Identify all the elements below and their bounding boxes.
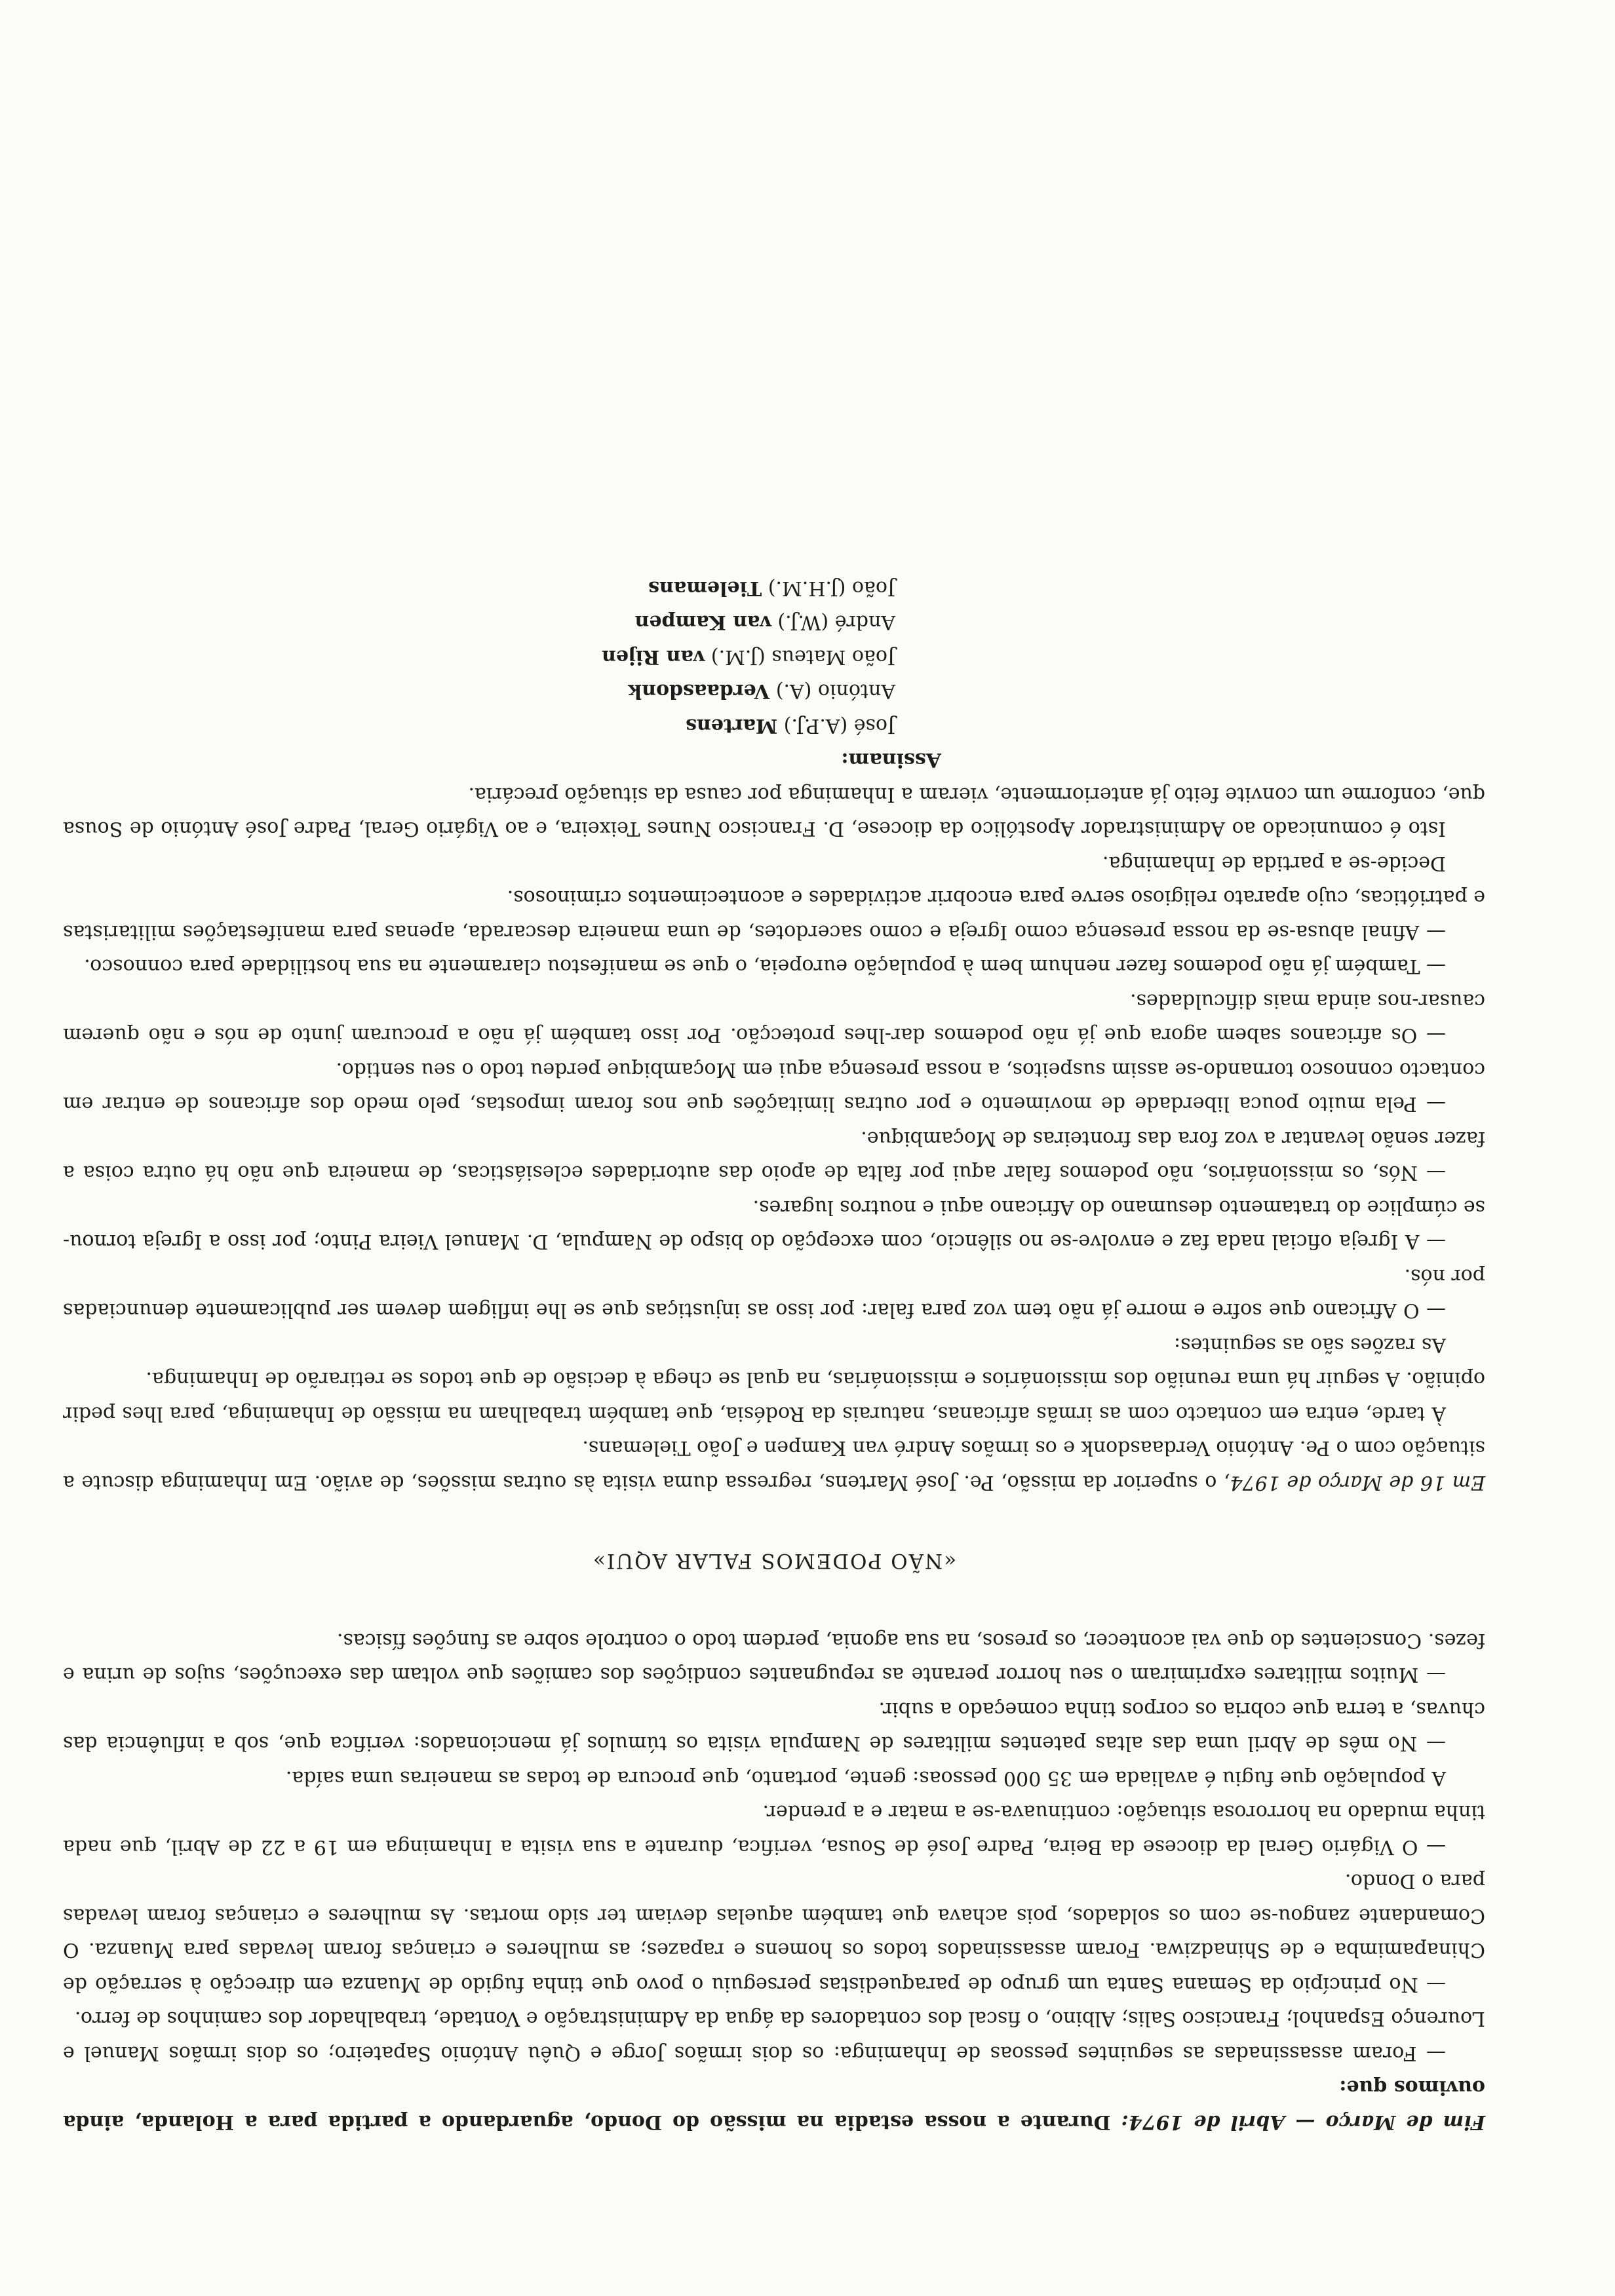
testimony-paragraph: — O Vigário Geral da diocese da Beira, Padre José de Sousa, verifica, durante a sua visita a Inhaminga em 19 a 22 de Abril, que nada tinha mudado na horrorosa situação: continuava-se a matar e a prender. — [63, 1801, 1485, 1858]
signer-list — [63, 571, 1485, 743]
signer-given-name: José — [853, 714, 895, 737]
signer-given-name: André — [834, 611, 895, 634]
reasons-list — [63, 777, 1485, 1431]
section-intro-date: Em 16 de Março de 1974 — [1230, 1471, 1485, 1494]
signer-line — [63, 640, 1485, 674]
reason-paragraph: — Pela muito pouca liberdade de movimento e por outras limitações que nos foram impostas, pelo medo dos africanos de entrar em contacto connosco tornando-se assim suspeitos, a nossa presença aqui em Moçambique perdeu todo o seu sentido. — [63, 1058, 1485, 1116]
reason-paragraph: Isto é comunicado ao Administrador Apostólico da diocese, D. Francisco Nunes Teixeira, e ao Vigário Geral, Padre José António de Sousa que, conforme um convite feito já anteriormente, vieram a Inhaminga por causa da situação precária. — [63, 783, 1485, 841]
reason-paragraph: — O Africano que sofre e morre já não tem voz para falar: por isso as injustiças que se lhe infligem devem ser publicamente denunciadas por nós. — [63, 1265, 1485, 1322]
signer-surname: van Kampen — [634, 611, 771, 634]
signer-surname: Martens — [686, 714, 778, 737]
reason-paragraph: À tarde, entra em contacto com as irmãs africanas, naturais da Rodésia, que também trabalham na missão de Inhaminga, para lhes pedir opinião. A seguir há uma reunião dos missionários e missionárias, na qual se chega à decisão de que todos se retirarão de Inhaminga. — [63, 1368, 1485, 1425]
signature-block — [63, 571, 1485, 777]
signer-line — [63, 571, 1485, 605]
reason-paragraph: — Os africanos sabem agora que já não podemos dar-lhes protecção. Por isso também já não a procuram junto de nós e não querem causar-nos ainda mais dificuldades. — [63, 989, 1485, 1047]
signer-initials: (A.) — [775, 679, 812, 703]
signer-surname: Tielemans — [648, 577, 762, 600]
section-intro-text: , o superior da missão, Pe. José Martens, regressa duma visita às outras missões, de avião. Em Inhaminga discute a situação com o Pe. António Verdaasdonk e os irmãos André van Kampen e João Tielemans. — [63, 1436, 1485, 1494]
reason-paragraph: — Afinal abusa-se da nossa presença como Igreja e como sacerdotes, de uma maneira descarada, apenas para manifestações militaristas e patrióticas, cujo aparato religioso serve para encobrir actividades e acontecimentos criminosos. — [63, 886, 1485, 944]
signer-initials: (A.P.J.) — [783, 714, 848, 737]
testimony-paragraph: — Foram assassinadas as seguintes pessoas de Inhaminga: os dois irmãos Jorge e Quêu António Sapateiro; os dois irmãos Manuel e Lourenço Espanhol; Francisco Salis; Albino, o fiscal dos contadores da água da Administração e Vontade, trabalhador dos caminhos de ferro. — [63, 2007, 1485, 2065]
signer-surname: van Rijen — [602, 645, 705, 668]
intro-paragraph — [63, 2070, 1485, 2139]
signer-given-name: António — [817, 679, 895, 703]
section-title: «NÃO PODEMOS FALAR AQUI» — [591, 1549, 957, 1573]
signer-line — [63, 708, 1485, 743]
signature-heading: Assinam: — [841, 748, 941, 772]
reason-paragraph: — Também já não podemos fazer nenhum bem à população europeia, o que se manifestou claramente na sua hostilidade para connosco. — [84, 955, 1446, 978]
document-body — [63, 571, 1485, 2139]
reason-paragraph: — A Igreja oficial nada faz e envolve-se no silêncio, com excepção do bispo de Nampula, D. Manuel Vieira Pinto; por isso a Igreja tornou-se cúmplice do tratamento desumano do Africano aqui e noutros lugares. — [63, 1196, 1485, 1253]
intro-text: Durante a nossa estadia na missão do Dondo, aguardando a partida para a Holanda, ainda ouvimos que: — [63, 2076, 1485, 2133]
testimony-paragraph: A população que fugiu é avaliada em 35 000 pessoas: gente, portanto, que procura de todas as maneiras uma saída. — [285, 1767, 1446, 1789]
testimony-paragraph: — No mês de Abril uma das altas patentes militares de Nampula visita os túmulos já mencionados: verifica que, sob a influência das chuvas, a terra que cobria os corpos tinha começado a subir. — [63, 1698, 1485, 1755]
reason-paragraph: Decide-se a partida de Inhaminga. — [1102, 852, 1446, 875]
reason-paragraph: — Nós, os missionários, não podemos falar aqui por falta de apoio das autoridades eclesiásticas, de maneira que não há outra coisa a fazer senão levantar a voz fora das fronteiras de Moçambique. — [63, 1127, 1485, 1185]
signer-initials: (J.M.) — [710, 645, 766, 668]
signer-initials: (W.J.) — [777, 611, 829, 634]
section-intro-paragraph — [63, 1430, 1485, 1499]
testimony-list — [63, 1623, 1485, 2071]
reason-paragraph: As razões são as seguintes: — [1174, 1333, 1446, 1356]
signer-surname: Verdaasdonk — [628, 679, 770, 703]
signer-given-name: João — [851, 577, 895, 600]
testimony-paragraph: — Muitos militares exprimiram o seu horror perante as repugnantes condições dos camiões que voltam das execuções, sujos de urina e fezes. Conscientes do que vai acontecer, os presos, na sua agonia, perdem todo o controle sobre as funções físicas. — [63, 1629, 1485, 1687]
intro-date: Fim de Março — Abril de 1974: — [1121, 2111, 1485, 2133]
signer-given-name: João Mateus — [771, 645, 895, 668]
testimony-paragraph: — No princípio da Semana Santa um grupo de paraquedistas perseguiu o povo que tinha fugido de Muanza em direcção à serração de Chinapamimba e de Shinadziwa. Foram assassinados todos os homens e rapazes; as mulheres e crianças foram levadas para Muanza. O Comandante zangou-se com os soldados, pois achava que também aquelas deviam ter sido mortas. As mulheres e crianças foram levadas para o Dondo. — [63, 1869, 1485, 1996]
signer-initials: (J.H.M.) — [768, 577, 846, 600]
signer-line — [63, 605, 1485, 640]
signer-line — [63, 674, 1485, 708]
